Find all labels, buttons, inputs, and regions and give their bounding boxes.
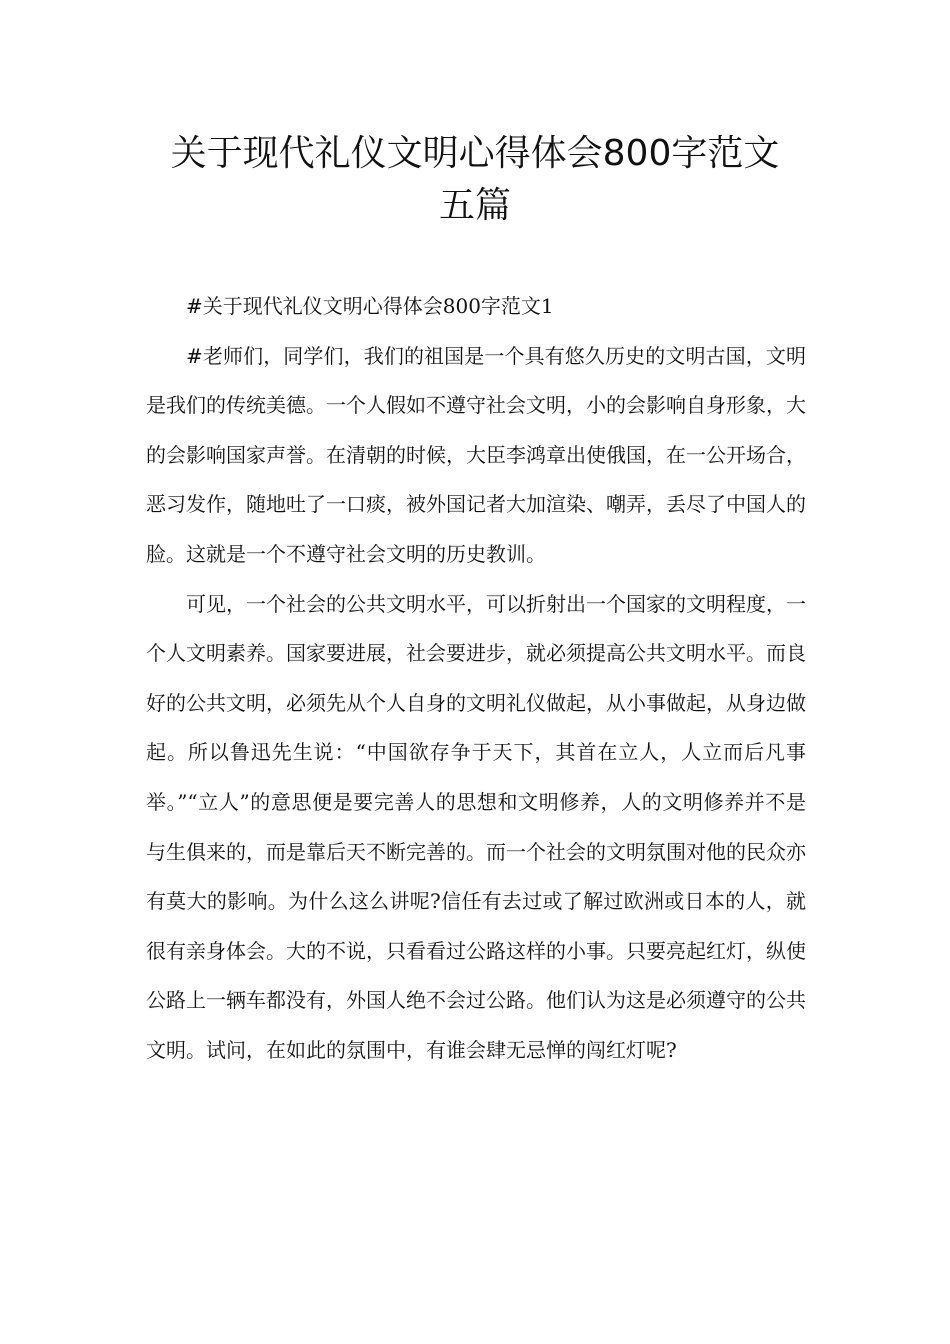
- title-line-2: 五篇: [438, 185, 511, 226]
- body-paragraph: #老师们，同学们，我们的祖国是一个具有悠久历史的文明古国，文明是我们的传统美德。一个人假如不遵守社会文明，小的会影响自身形象，大的会影响国家声誉。在清朝的时候，大臣李鸿章出使俄国，在一公开场合，恶习发作，随地吐了一口痰，被外国记者大加渲染、嘲弄，丢尽了中国人的脸。这就是一个不遵守社会文明的历史教训。: [146, 343, 806, 566]
- title-line-1: 关于现代礼仪文明心得体会800字范文: [170, 133, 780, 174]
- body-paragraph: 可见，一个社会的公共文明水平，可以折射出一个国家的文明程度，一个人文明素养。国家要进展，社会要进步，就必须提高公共文明水平。而良好的公共文明，必须先从个人自身的文明礼仪做起，从小事做起，从身边做起。所以鲁迅先生说：“中国欲存争于天下，其首在立人，人立而后凡事举。”“立人”的意思便是要完善人的思想和文明修养，人的文明修养并不是与生俱来的，而是靠后天不断完善的。而一个社会的文明氛围对他的民众亦有莫大的影响。为什么这么讲呢?信任有去过或了解过欧洲或日本的人，就很有亲身体会。大的不说，只看看过公路这样的小事。只要亮起红灯，纵使公路上一辆车都没有，外国人绝不会过公路。他们认为这是必须遵守的公共文明。试问，在如此的氛围中，有谁会肆无忌惮的闯红灯呢?: [146, 591, 806, 1062]
- document-title: [120, 128, 830, 232]
- section-heading: #关于现代礼仪文明心得体会800字范文1: [186, 294, 554, 318]
- document-body: [146, 282, 806, 1076]
